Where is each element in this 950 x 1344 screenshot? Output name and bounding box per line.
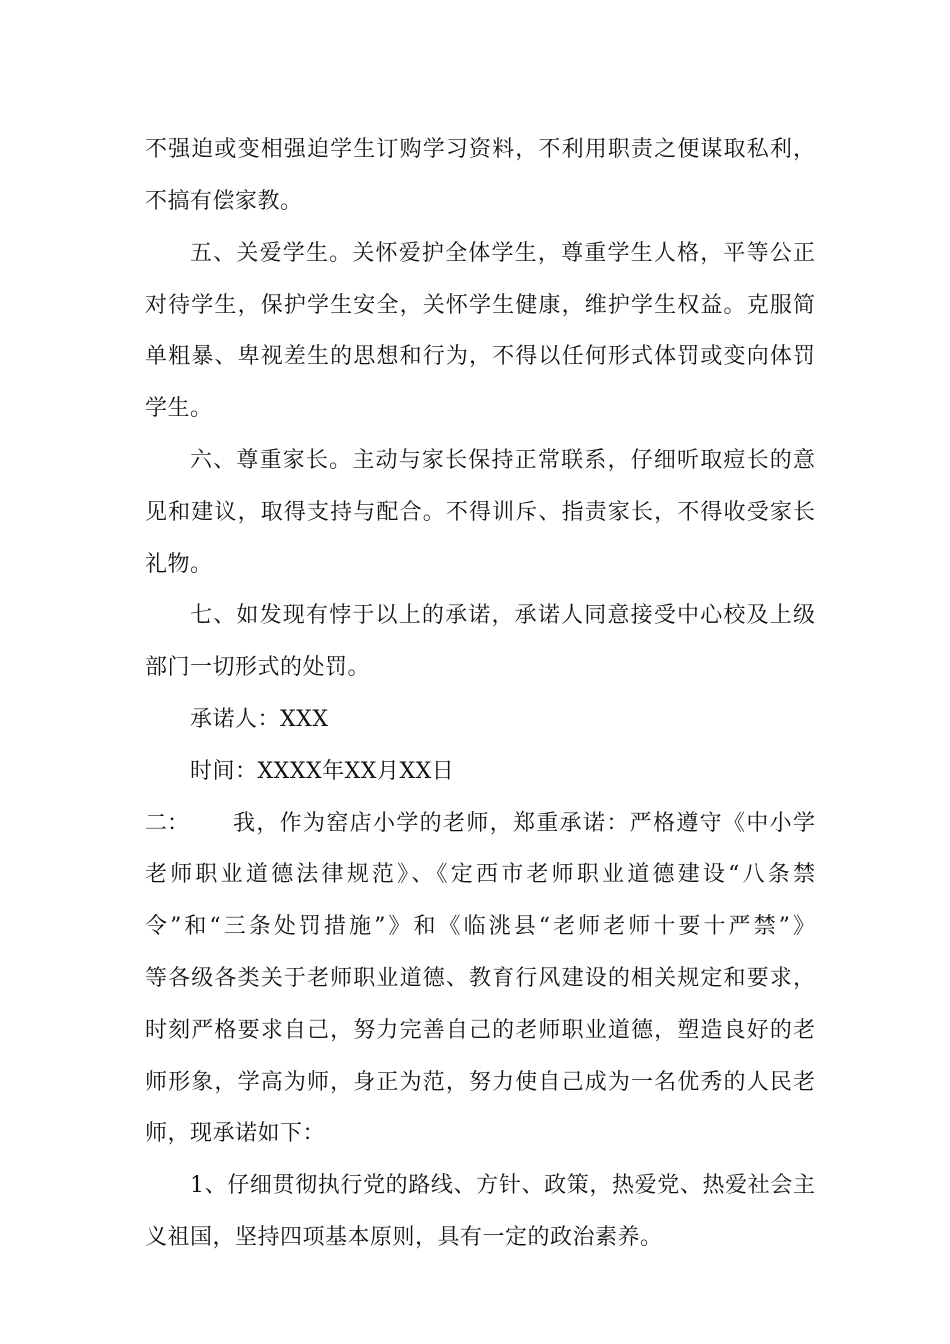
paragraph-line: 我，作为窑店小学的老师，郑重承诺：严格遵守《中小学 xyxy=(233,811,815,836)
paragraph-line: 不强迫或变相强迫学生订购学习资料，不利用职责之便谋取私利， xyxy=(145,137,815,162)
paragraph-line: 师，现承诺如下： xyxy=(145,1121,326,1146)
paragraph-line: 令”和“三条处罚措施”》和《临洮县“老师老师十要十严禁”》 xyxy=(145,914,815,939)
date-line: 时间：XXXX年XX月XX日 xyxy=(190,759,455,784)
paragraph-line: 师形象，学高为师，身正为范，努力使自己成为一名优秀的人民老 xyxy=(145,1070,815,1095)
paragraph-line: 义祖国，坚持四项基本原则，具有一定的政治素养。 xyxy=(145,1225,663,1250)
paragraph-line: 见和建议，取得支持与配合。不得训斥、指责家长，不得收受家长 xyxy=(145,500,815,525)
paragraph-line: 部门一切形式的处罚。 xyxy=(145,655,371,680)
paragraph-line: 对待学生，保护学生安全，关怀学生健康，维护学生权益。克服简 xyxy=(145,293,815,318)
paragraph-line: 老师职业道德法律规范》、《定西市老师职业道德建设“八条禁 xyxy=(145,862,815,887)
paragraph-line: 时刻严格要求自己，努力完善自己的老师职业道德，塑造良好的老 xyxy=(145,1018,815,1043)
paragraph-line: 不搞有偿家教。 xyxy=(145,189,303,214)
paragraph-line: 等各级各类关于老师职业道德、教育行风建设的相关规定和要求， xyxy=(145,966,815,991)
paragraph-line: 五、关爱学生。关怀爱护全体学生，尊重学生人格，平等公正 xyxy=(190,241,815,266)
section-label: 二： xyxy=(145,811,190,836)
paragraph-line: 七、如发现有悖于以上的承诺，承诺人同意接受中心校及上级 xyxy=(190,603,815,628)
paragraph-line: 学生。 xyxy=(145,396,213,421)
section-two-heading-line xyxy=(145,804,815,844)
paragraph-line: 礼物。 xyxy=(145,552,213,577)
signatory-line: 承诺人：XXX xyxy=(190,707,329,732)
paragraph-line: 六、尊重家长。主动与家长保持正常联系，仔细听取痘长的意 xyxy=(190,448,815,473)
paragraph-line: 单粗暴、卑视差生的思想和行为，不得以任何形式体罚或变向体罚 xyxy=(145,344,815,369)
paragraph-line: 1、仔细贯彻执行党的路线、方针、政策，热爱党、热爱社会主 xyxy=(190,1173,815,1198)
